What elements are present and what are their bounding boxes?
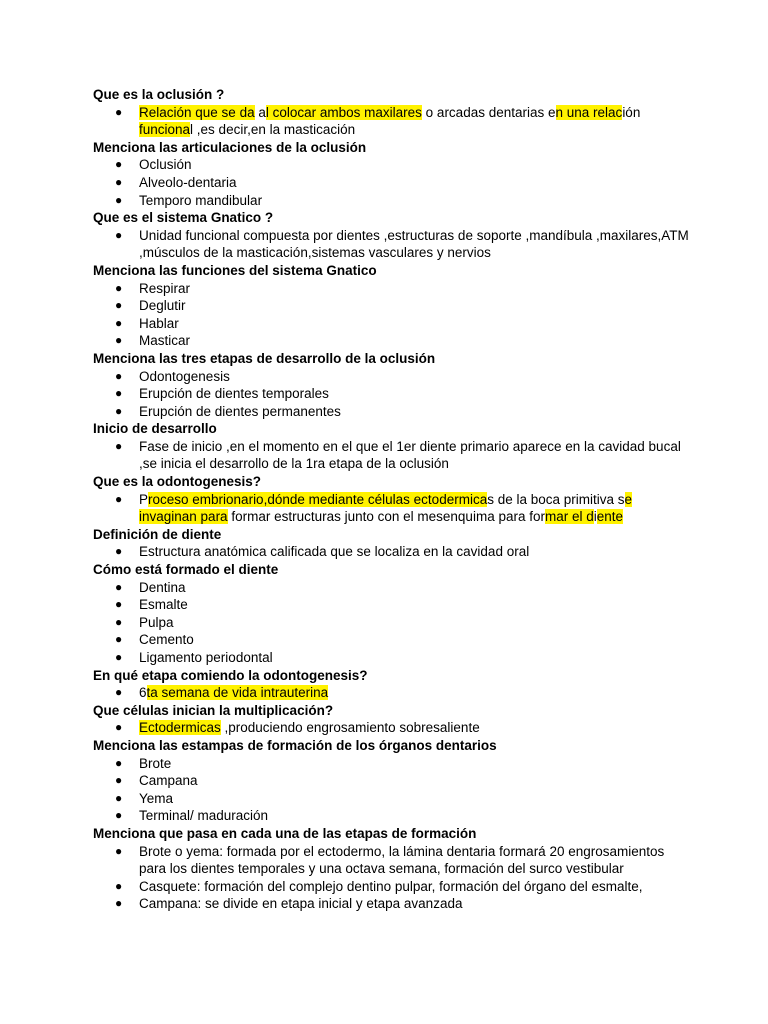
bullet-icon: ● xyxy=(115,298,123,313)
answer-text: Erupción de dientes permanentes xyxy=(139,403,341,419)
bullet-icon: ● xyxy=(115,773,123,788)
list-item xyxy=(93,790,693,808)
bullet-list xyxy=(93,438,693,473)
answer-text: Casquete: formación del complejo dentino pulpar, formación del órgano del esmalte, xyxy=(139,878,643,894)
list-item xyxy=(93,104,693,139)
bullet-icon: ● xyxy=(115,808,123,823)
list-item xyxy=(93,649,693,667)
list-item xyxy=(93,719,693,737)
answer-text: s de la boca primitiva s xyxy=(487,491,625,507)
answer-text: Oclusión xyxy=(139,157,192,173)
list-item xyxy=(93,614,693,632)
answer-text: Hablar xyxy=(139,315,179,331)
answer-text: i xyxy=(593,509,597,525)
bullet-icon: ● xyxy=(115,579,123,594)
answer-text: Deglutir xyxy=(139,298,186,314)
answer-text: 6 xyxy=(139,685,147,701)
list-item xyxy=(93,385,693,403)
answer-text: Dentina xyxy=(139,579,186,595)
question-heading: Menciona las articulaciones de la oclusión xyxy=(93,139,367,155)
list-item xyxy=(93,491,693,526)
bullet-list xyxy=(93,755,693,825)
highlighted-text: ta semana de vida intrauterina xyxy=(146,685,329,701)
list-item xyxy=(93,368,693,386)
list-item xyxy=(93,579,693,597)
question-heading: Menciona las estampas de formación de los órganos dentarios xyxy=(93,737,497,753)
bullet-icon: ● xyxy=(115,491,123,506)
answer-text: Campana: se divide en etapa inicial y etapa avanzada xyxy=(139,896,463,912)
highlighted-text: mar el d xyxy=(544,509,594,525)
list-item xyxy=(93,280,693,298)
answer-text: ,produciendo engrosamiento sobresaliente xyxy=(220,720,480,736)
question-heading: Que es la odontogenesis? xyxy=(93,474,262,490)
answer-text: ión xyxy=(622,104,641,120)
list-item xyxy=(93,227,693,262)
bullet-list xyxy=(93,227,693,262)
answer-text: l ,es decir,en la masticación xyxy=(190,122,356,138)
answer-text: Pulpa xyxy=(139,614,174,630)
bullet-icon: ● xyxy=(115,632,123,647)
highlighted-text: Relación que se da xyxy=(139,104,255,120)
highlighted-text: n una relac xyxy=(555,104,623,120)
bullet-icon: ● xyxy=(115,614,123,629)
answer-text: Cemento xyxy=(139,632,194,648)
bullet-icon: ● xyxy=(115,878,123,893)
question-heading: Menciona las tres etapas de desarrollo de la oclusión xyxy=(93,350,436,366)
answer-text: Terminal/ maduración xyxy=(139,808,269,824)
bullet-list xyxy=(93,104,693,139)
list-item xyxy=(93,755,693,773)
answer-text: Brote xyxy=(139,755,172,771)
bullet-icon: ● xyxy=(115,157,123,172)
bullet-icon: ● xyxy=(115,403,123,418)
bullet-list xyxy=(93,579,693,667)
question-heading: Inicio de desarrollo xyxy=(93,421,217,437)
bullet-icon: ● xyxy=(115,896,123,911)
answer-text: Yema xyxy=(139,790,174,806)
bullet-list xyxy=(93,719,693,737)
list-item xyxy=(93,438,693,473)
list-item xyxy=(93,878,693,896)
bullet-icon: ● xyxy=(115,720,123,735)
answer-text: Odontogenesis xyxy=(139,368,230,384)
bullet-icon: ● xyxy=(115,790,123,805)
bullet-list xyxy=(93,280,693,350)
bullet-icon: ● xyxy=(115,438,123,453)
answer-text: a xyxy=(254,104,266,120)
answer-text: Ligamento periodontal xyxy=(139,650,273,665)
question-heading: Que es la oclusión ? xyxy=(93,87,225,102)
highlighted-text: Ectodermicas xyxy=(139,720,221,736)
bullet-icon: ● xyxy=(115,104,123,119)
list-item xyxy=(93,403,693,421)
question-heading: Menciona que pasa en cada una de las etapas de formación xyxy=(93,825,477,841)
answer-text: Erupción de dientes temporales xyxy=(139,386,329,402)
list-item xyxy=(93,596,693,614)
bullet-list xyxy=(93,843,693,913)
answer-text: formar estructuras junto con el mesenquima para for xyxy=(227,509,545,525)
bullet-icon: ● xyxy=(115,843,123,858)
bullet-list xyxy=(93,368,693,421)
question-heading: Cómo está formado el diente xyxy=(93,562,279,578)
list-item xyxy=(93,684,693,702)
list-item xyxy=(93,297,693,315)
list-item xyxy=(93,631,693,649)
list-item xyxy=(93,807,693,825)
question-heading: En qué etapa comiendo la odontogenesis? xyxy=(93,667,368,683)
bullet-list xyxy=(93,156,693,209)
answer-text: o arcadas dentarias e xyxy=(421,104,556,120)
highlighted-text: invaginan para xyxy=(139,509,228,525)
bullet-icon: ● xyxy=(115,368,123,383)
highlighted-text: funciona xyxy=(139,122,191,138)
list-item xyxy=(93,332,693,350)
bullet-list xyxy=(93,684,693,702)
bullet-icon: ● xyxy=(115,597,123,612)
highlighted-text: e xyxy=(624,491,633,507)
bullet-icon: ● xyxy=(115,280,123,295)
bullet-icon: ● xyxy=(115,544,123,559)
bullet-icon: ● xyxy=(115,315,123,330)
highlighted-text: roceso embrionario,dónde mediante células ectodermica xyxy=(148,491,488,507)
highlighted-text: l colocar ambos maxilares xyxy=(265,104,422,120)
answer-text: Temporo mandibular xyxy=(139,192,263,208)
list-item xyxy=(93,192,693,210)
list-item xyxy=(93,156,693,174)
list-item xyxy=(93,843,693,878)
list-item xyxy=(93,895,693,913)
answer-text: Respirar xyxy=(139,280,191,296)
question-heading: Definición de diente xyxy=(93,526,222,542)
answer-text: Estructura anatómica calificada que se localiza en la cavidad oral xyxy=(139,544,530,560)
bullet-icon: ● xyxy=(115,227,123,242)
answer-text: Unidad funcional compuesta por dientes ,estructuras de soporte ,mandíbula ,maxilares,ATM ,músculos de la masticación,sistemas vasculares y nervios xyxy=(139,227,689,261)
bullet-list xyxy=(93,543,693,561)
document-body xyxy=(93,86,693,913)
list-item xyxy=(93,772,693,790)
list-item xyxy=(93,174,693,192)
question-heading: Que células inician la multiplicación? xyxy=(93,702,334,718)
answer-text: P xyxy=(139,491,149,507)
bullet-list xyxy=(93,491,693,526)
question-heading: Que es el sistema Gnatico ? xyxy=(93,210,274,226)
highlighted-text: ente xyxy=(596,509,624,525)
list-item xyxy=(93,315,693,333)
answer-text: Brote o yema: formada por el ectodermo, la lámina dentaria formará 20 engrosamientos para los dientes temporales y una octava semana, formación del surco vestibular xyxy=(139,843,665,877)
answer-text: Alveolo-dentaria xyxy=(139,174,237,190)
bullet-icon: ● xyxy=(115,386,123,401)
bullet-icon: ● xyxy=(115,333,123,348)
bullet-icon: ● xyxy=(115,174,123,189)
answer-text: Campana xyxy=(139,773,198,789)
answer-text: Esmalte xyxy=(139,597,188,613)
answer-text: Masticar xyxy=(139,333,191,349)
answer-text: Fase de inicio ,en el momento en el que el 1er diente primario aparece en la cavidad bucal ,se inicia el desarrollo de la 1ra etapa de la oclusión xyxy=(139,438,681,472)
bullet-icon: ● xyxy=(115,192,123,207)
question-heading: Menciona las funciones del sistema Gnatico xyxy=(93,262,377,278)
bullet-icon: ● xyxy=(115,685,123,700)
list-item xyxy=(93,543,693,561)
bullet-icon: ● xyxy=(115,650,123,664)
bullet-icon: ● xyxy=(115,755,123,770)
